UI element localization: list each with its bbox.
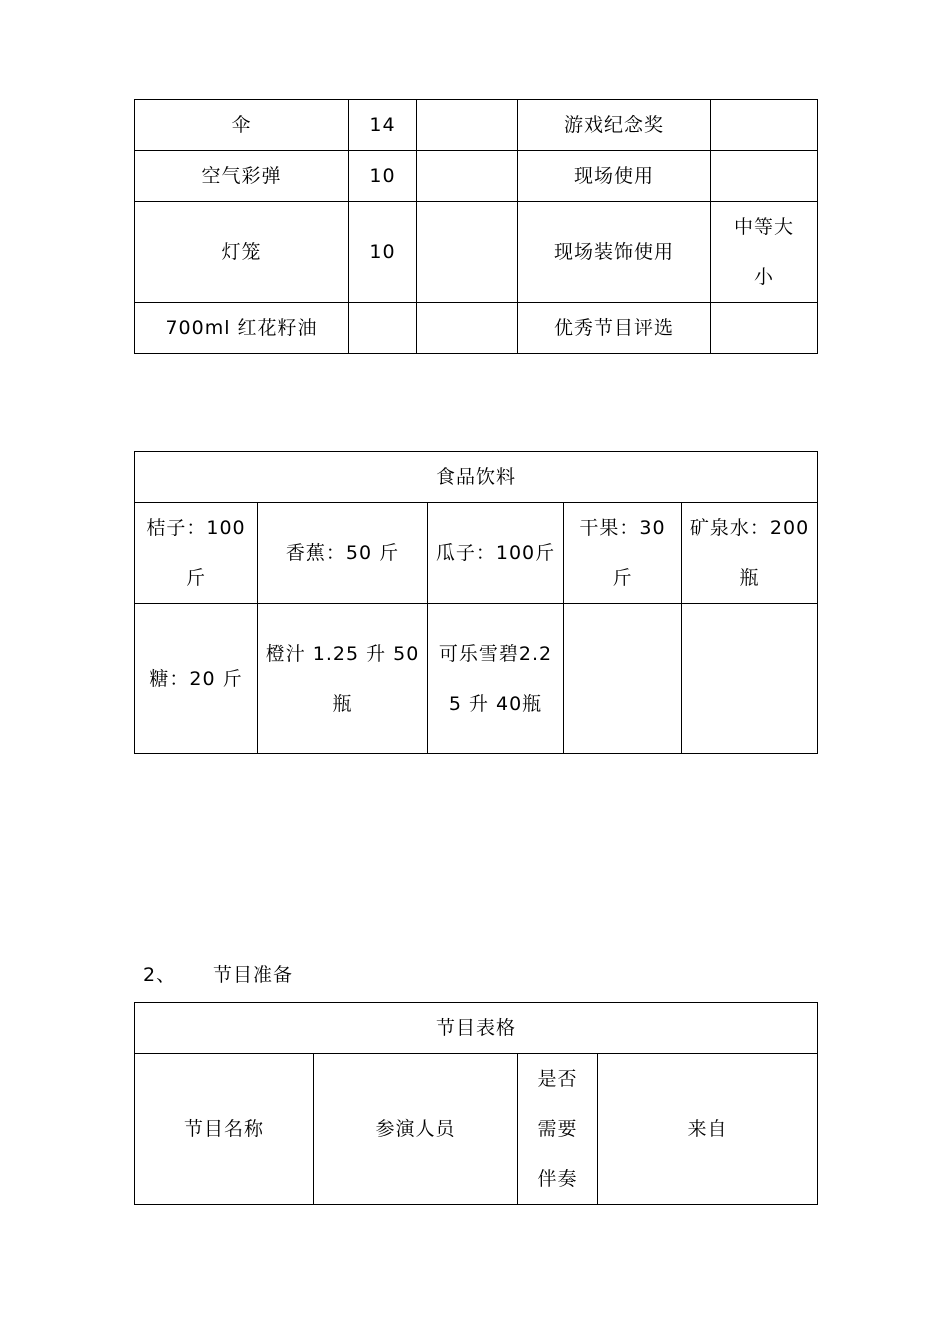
table-cell	[417, 100, 518, 151]
table-cell: 可乐雪碧2.25 升 40瓶	[428, 604, 564, 754]
table-cell: 干果：30斤	[564, 503, 682, 604]
table-row	[135, 100, 818, 151]
table-cell	[711, 100, 818, 151]
table-cell: 中等大小	[711, 202, 818, 303]
table-title: 节目表格	[135, 1003, 818, 1054]
table-cell: 优秀节目评选	[518, 303, 711, 354]
table-title: 食品饮料	[135, 452, 818, 503]
table-cell: 空气彩弹	[135, 151, 349, 202]
table-cell: 灯笼	[135, 202, 349, 303]
table-cell	[711, 303, 818, 354]
supplies-table	[134, 99, 818, 354]
section-number: 2、	[143, 964, 177, 986]
table-row	[135, 303, 818, 354]
table-row	[135, 202, 818, 303]
food-drinks-table	[134, 451, 818, 754]
section-heading	[143, 958, 293, 992]
table-row	[135, 503, 818, 604]
table-cell: 桔子：100斤	[135, 503, 258, 604]
table-cell: 瓜子：100斤	[428, 503, 564, 604]
table-cell	[417, 202, 518, 303]
table-cell	[417, 303, 518, 354]
table-row	[135, 151, 818, 202]
table-title-row	[135, 452, 818, 503]
table-cell: 10	[349, 151, 417, 202]
table-cell: 香蕉：50 斤	[258, 503, 428, 604]
table-cell	[564, 604, 682, 754]
table-cell: 矿泉水：200瓶	[682, 503, 818, 604]
table-header-cell: 参演人员	[314, 1054, 518, 1205]
table-title-row	[135, 1003, 818, 1054]
table-cell: 游戏纪念奖	[518, 100, 711, 151]
table-header-cell: 节目名称	[135, 1054, 314, 1205]
table-cell	[349, 303, 417, 354]
table-header-cell: 来自	[598, 1054, 818, 1205]
table-cell	[711, 151, 818, 202]
table-header-cell: 是否需要伴奏	[518, 1054, 598, 1205]
table-cell	[682, 604, 818, 754]
table-cell: 700ml 红花籽油	[135, 303, 349, 354]
table-row	[135, 604, 818, 754]
table-cell: 糖：20 斤	[135, 604, 258, 754]
table-cell: 14	[349, 100, 417, 151]
table-cell: 现场使用	[518, 151, 711, 202]
table-cell	[417, 151, 518, 202]
program-table	[134, 1002, 818, 1205]
table-header-row	[135, 1054, 818, 1205]
table-cell: 伞	[135, 100, 349, 151]
table-cell: 10	[349, 202, 417, 303]
table-cell: 橙汁 1.25 升 50瓶	[258, 604, 428, 754]
section-title: 节目准备	[213, 964, 294, 986]
table-cell: 现场装饰使用	[518, 202, 711, 303]
